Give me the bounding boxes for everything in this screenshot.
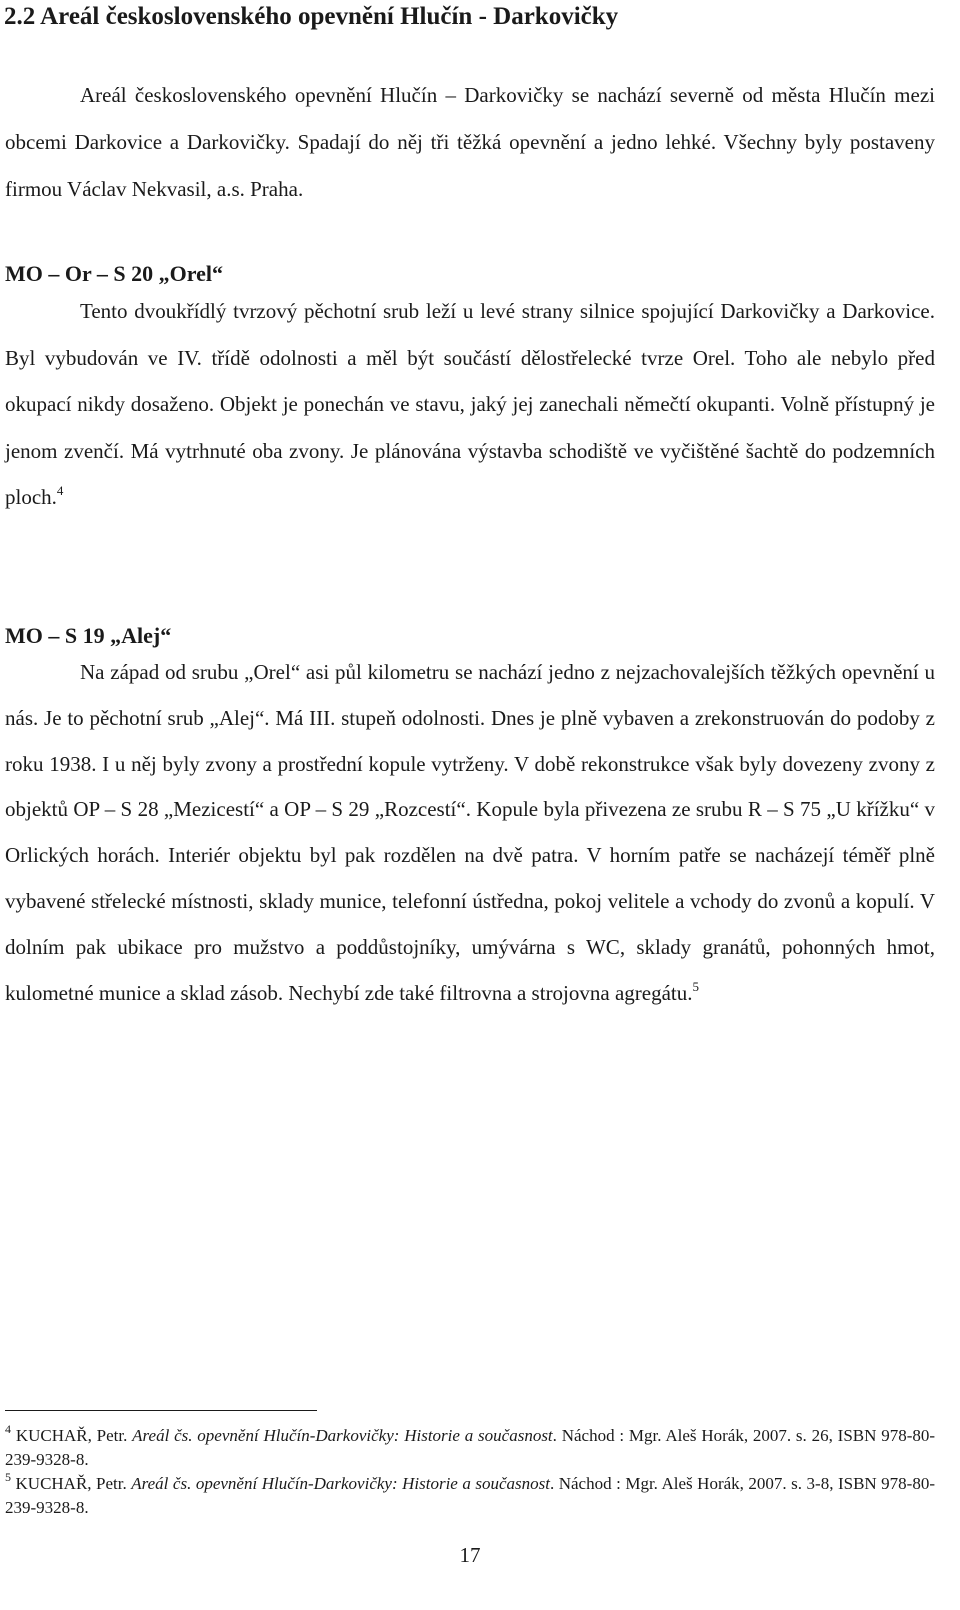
footnote-book-title: Areál čs. opevnění Hlučín-Darkovičky: Historie a současnost <box>131 1474 550 1493</box>
footnote-5 <box>5 1472 935 1520</box>
footnote-separator <box>5 1410 317 1411</box>
subheading-alej: MO – S 19 „Alej“ <box>5 623 172 648</box>
footnote-author: KUCHAŘ, Petr. <box>15 1474 132 1493</box>
intro-text: Areál československého opevnění Hlučín – Darkovičky se nachází severně od města Hlučín mezi obcemi Darkovice a Darkovičky. Spadají do něj tři těžká opevnění a jedno lehké. Všechny byly postaveny firmou Václav Nekvasil, a.s. Praha. <box>5 83 935 201</box>
footnote-publication: . Náchod : Mgr. Aleš Horák, 2007. s. 26, ISBN 978-80-239-9328-8. <box>5 1426 936 1469</box>
footnote-book-title: Areál čs. opevnění Hlučín-Darkovičky: Historie a současnost <box>132 1426 553 1445</box>
intro-paragraph <box>5 72 935 213</box>
footnote-number: 4 <box>5 1422 11 1436</box>
footnote-4 <box>5 1424 935 1472</box>
paragraph-alej <box>5 650 935 1016</box>
alej-text: Na západ od srubu „Orel“ asi půl kilometru se nachází jedno z nejzachovalejších těžkých opevnění u nás. Je to pěchotní srub „Alej“. Má III. stupeň odolnosti. Dnes je plně vybaven a zrekonstruován do podoby z roku 1938. I u něj byly zvony a prostřední kopule vytrženy. V době rekonstrukce však byly dovezeny zvony z objektů OP – S 28 „Mezicestí“ a OP – S 29 „Rozcestí“. Kopule byla přivezena ze srubu R – S 75 „U křížku“ v Orlických horách. Interiér objektu byl pak rozdělen na dvě patra. V horním patře se nacházejí téměř plně vybavené střelecké místnosti, sklady munice, telefonní ústředna, pokoj velitele a vchody do zvonů a kopulí. V dolním pak ubikace pro mužstvo a poddůstojníky, umývárna s WC, sklady granátů, pohonných hmot, kulometné munice a sklad zásob. Nechybí zde také filtrovna a strojovna agregátu. <box>5 660 935 1005</box>
subheading-orel: MO – Or – S 20 „Orel“ <box>5 261 223 286</box>
footnote-ref-4[interactable]: 4 <box>56 483 64 498</box>
footnote-publication: . Náchod : Mgr. Aleš Horák, 2007. s. 3-8, ISBN 978-80-239-9328-8. <box>5 1474 936 1517</box>
footnote-ref-5[interactable]: 5 <box>692 978 700 994</box>
page-number: 17 <box>459 1543 481 1567</box>
paragraph-orel <box>5 288 935 521</box>
footnote-number: 5 <box>5 1470 11 1484</box>
section-heading: 2.2 Areál československého opevnění Hlučín - Darkovičky <box>4 3 619 30</box>
footnote-author: KUCHAŘ, Petr. <box>15 1426 133 1445</box>
orel-text: Tento dvoukřídlý tvrzový pěchotní srub leží u levé strany silnice spojující Darkovičky a Darkovice. Byl vybudován ve IV. třídě odolnosti a měl být součástí dělostřelecké tvrze Orel. Toho ale nebylo před okupací nikdy dosaženo. Objekt je ponechán ve stavu, jaký jej zanechali němečtí okupanti. Volně přístupný je jenom zvenčí. Má vytrhnuté oba zvony. Je plánována výstavba schodiště ve vyčištěné šachtě do podzemních ploch. <box>5 299 935 509</box>
